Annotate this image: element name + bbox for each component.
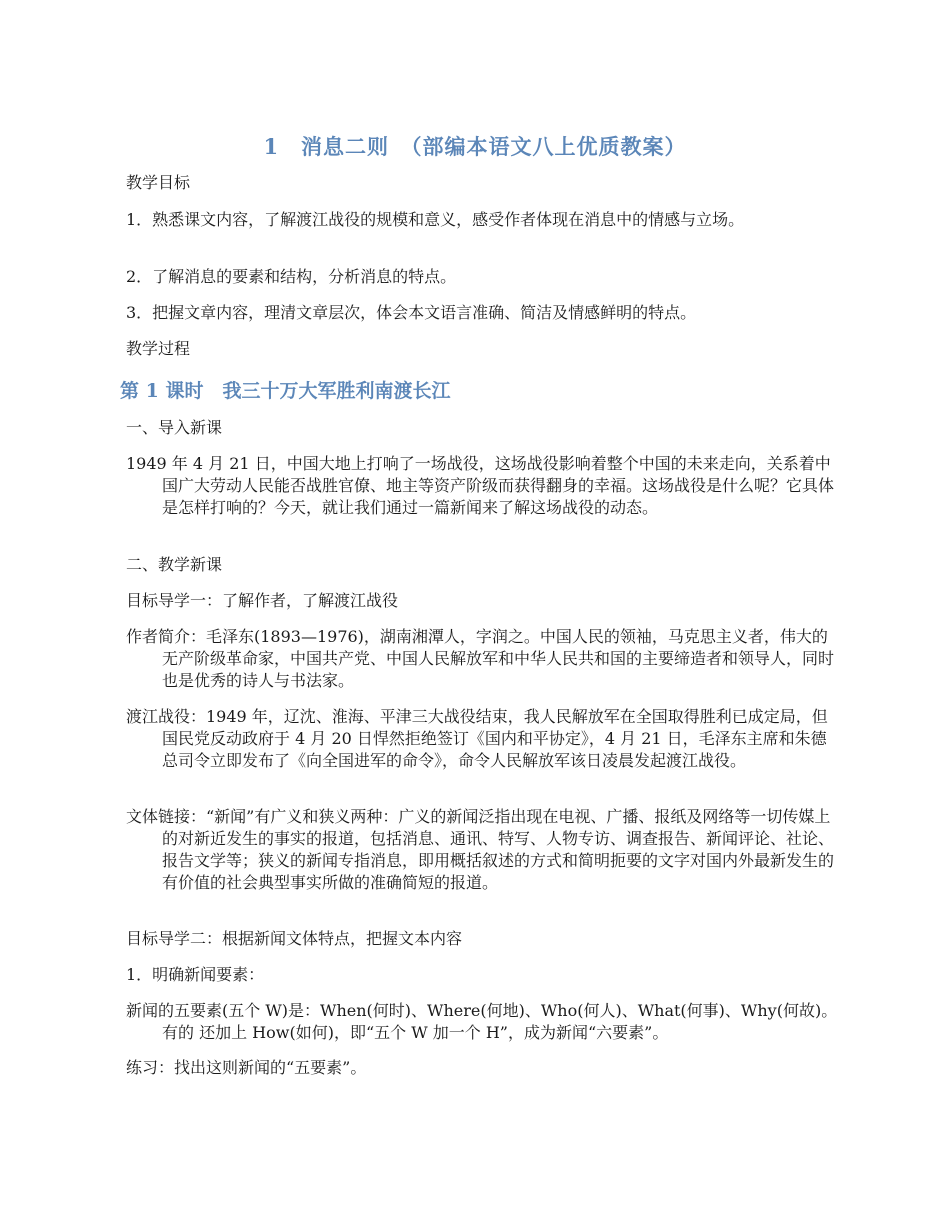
goal-item: 1．熟悉课文内容，了解渡江战役的规模和意义，感受作者体现在消息中的情感与立场。 [126, 210, 745, 229]
part1-label: 一、导入新课 [126, 418, 223, 437]
process-label: 教学过程 [126, 339, 191, 358]
page-title: 1 消息二则 （部编本语文八上优质教案） [263, 134, 687, 159]
campaign-paragraph: 渡江战役：1949 年，辽沈、淮海、平津三大战役结束，我人民解放军在全国取得胜利已成定局，但国民党反动政府于 4 月 20 日悍然拒绝签订《国内和平协定》，4 月 21 日，毛泽东主席和朱德总司令立即发布了《向全国进军的命令》，命令人民解放军该日凌晨发起渡江战役。 [126, 707, 828, 770]
lesson-heading: 第 1 课时 我三十万大军胜利南渡长江 [120, 380, 451, 402]
goal1-label: 目标导学一：了解作者，了解渡江战役 [126, 591, 399, 610]
goal2-label: 目标导学二：根据新闻文体特点，把握文本内容 [126, 929, 463, 948]
exercise-line: 练习：找出这则新闻的“五要素”。 [126, 1058, 367, 1077]
point1-label: 1．明确新闻要素： [126, 965, 265, 984]
five-w-paragraph: 新闻的五要素(五个 W)是：When(何时)、Where(何地)、Who(何人)、What(何事)、Why(何故)。有的 还加上 How(如何)，即“五个 W 加一个 H”，成为新闻“六要素”。 [126, 1001, 838, 1042]
part2-label: 二、教学新课 [126, 555, 223, 574]
goal-item: 2．了解消息的要素和结构，分析消息的特点。 [126, 267, 457, 286]
author-intro-paragraph: 作者简介：毛泽东(1893—1976)，湖南湘潭人，字润之。中国人民的领袖，马克思主义者，伟大的无产阶级革命家，中国共产党、中国人民解放军和中华人民共和国的主要缔造者和领导人，同时也是优秀的诗人与书法家。 [126, 627, 835, 690]
intro-paragraph: 1949 年 4 月 21 日，中国大地上打响了一场战役，这场战役影响着整个中国的未来走向，关系着中国广大劳动人民能否战胜官僚、地主等资产阶级而获得翻身的幸福。这场战役是什么呢？它具体是怎样打响的？今天，就让我们通过一篇新闻来了解这场战役的动态。 [126, 454, 835, 517]
goal-item: 3．把握文章内容，理清文章层次，体会本文语言准确、简洁及情感鲜明的特点。 [126, 303, 697, 322]
goals-label: 教学目标 [126, 173, 191, 192]
genre-link-paragraph: 文体链接：“新闻”有广义和狭义两种：广义的新闻泛指出现在电视、广播、报纸及网络等一切传媒上的对新近发生的事实的报道，包括消息、通讯、特写、人物专访、调查报告、新闻评论、社论、报告文学等；狭义的新闻专指消息，即用概括叙述的方式和简明扼要的文字对国内外最新发生的有价值的社会典型事实所做的准确简短的报道。 [126, 807, 835, 892]
